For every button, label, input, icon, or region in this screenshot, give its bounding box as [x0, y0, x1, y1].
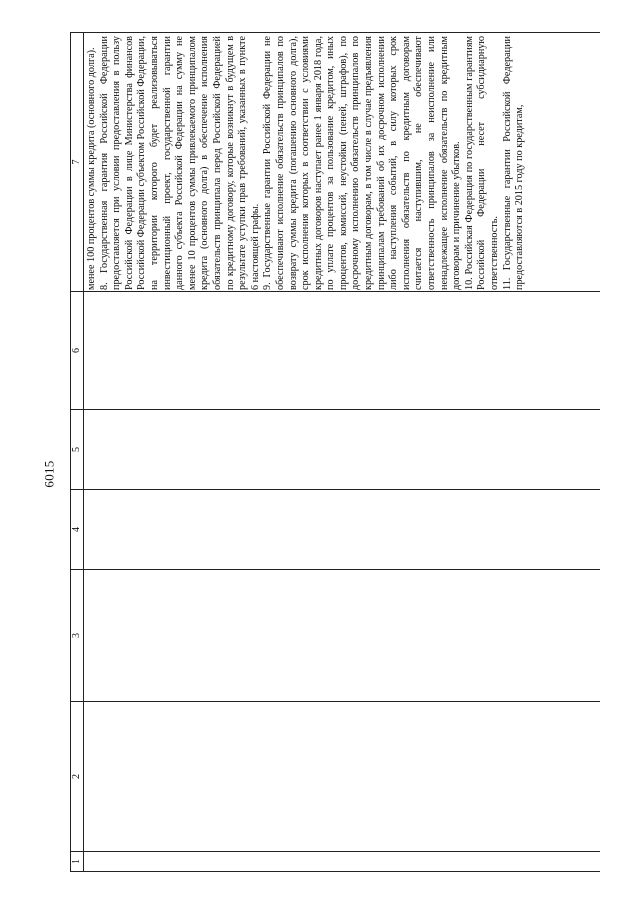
column-header-2: 2 — [71, 702, 83, 852]
column-line-2 — [84, 702, 600, 852]
table-header-row — [70, 32, 84, 872]
column-line-1 — [84, 852, 600, 872]
paragraph-9: 9. Государственные гарантии Российской Федерации не обеспечивают исполнение обязательств принципалов по возврату суммы кредита (погашению основного долга), срок исполнения которых в соответствии с условиями кредитных договоров наступает ранее 1 января 2018 года, по уплате процентов за пользование кредитом, иных процентов, комиссий, неустойки (пеней, штрафов), по досрочному исполнению обязательств принципалов по кредитным договорам, в том числе в случае предъявления принципалам требований об их досрочном исполнении либо наступления событий, в силу которых срок исполнения обязательств по кредитным договорам считается наступившим, не обеспечивают ответственность принципалов за неисполнение или ненадлежащее исполнение обязательств по кредитным договорам и причинение убытков. — [262, 36, 463, 290]
paragraph-11: 11. Государственные гарантии Российской Федерации предоставляются в 2015 году по кредитам, — [501, 36, 526, 290]
column-line-5 — [84, 410, 600, 490]
paragraph-continuation: менее 100 процентов суммы кредита (основного долга). — [86, 47, 97, 290]
page-number: 6015 — [41, 460, 57, 488]
column-7-text — [86, 36, 527, 290]
column-header-6: 6 — [71, 292, 83, 410]
column-line-6 — [84, 292, 600, 410]
paragraph-10: 10. Российская Федерация по государственным гарантиям Российской Федерации несет субсидиарную ответственность. — [463, 36, 500, 290]
rotated-document-page — [70, 32, 600, 872]
column-header-1: 1 — [71, 852, 83, 872]
paragraph-8: 8. Государственная гарантия Российской Федерации предоставляется при условии предоставления в пользу Российской Федерации в лице Министерства финансов Российской Федерации субъектом Российской Федерации, на территории которого будет реализовываться инвестиционный проект, государственной гарантии данного субъекта Российской Федерации на сумму не менее 10 процентов суммы привлекаемого принципалом кредита (основного долга) в обеспечение исполнения обязательств принципала перед Российской Федерацией по кредитному договору, которые возникнут в будущем в результате уступки прав требований, указанных в пункте 6 настоящей графы. — [98, 36, 261, 290]
column-header-4: 4 — [71, 490, 83, 570]
column-line-3 — [84, 570, 600, 702]
column-header-7: 7 — [71, 32, 83, 292]
column-header-5: 5 — [71, 410, 83, 490]
column-header-3: 3 — [71, 570, 83, 702]
column-line-4 — [84, 490, 600, 570]
